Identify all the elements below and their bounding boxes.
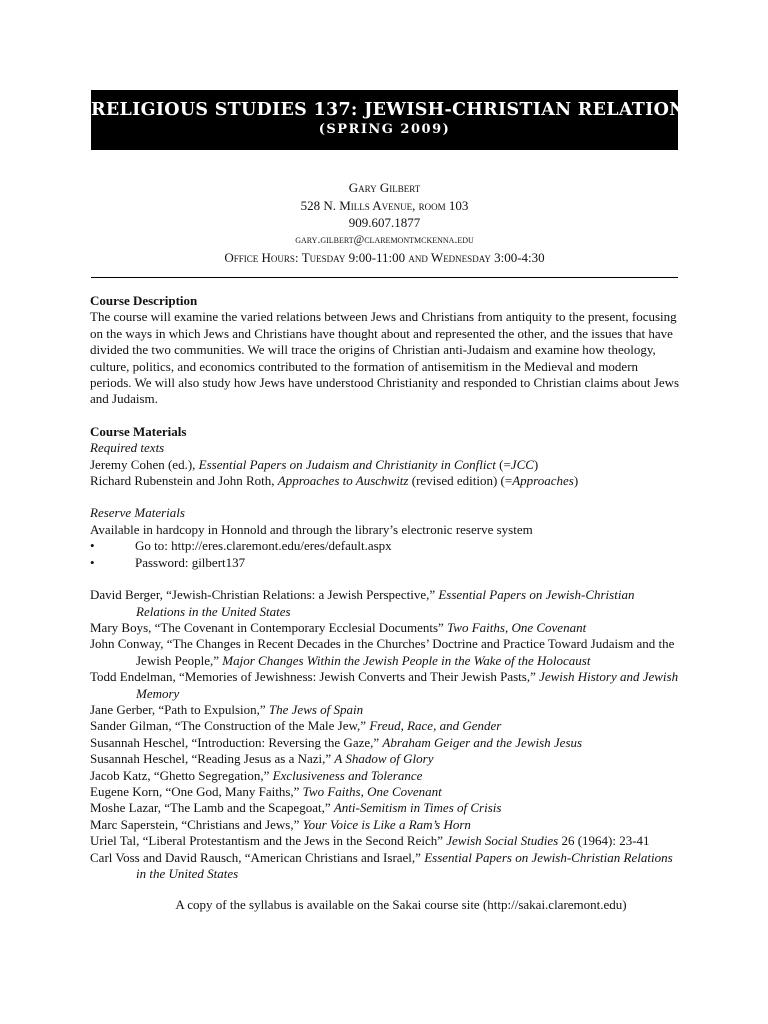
email-address: gary.gilbert@claremontmckenna.edu bbox=[295, 233, 474, 246]
reading-entry bbox=[90, 768, 682, 784]
required-text-close: ) bbox=[533, 456, 539, 472]
course-term: (SPRING 2009) bbox=[318, 122, 451, 137]
reading-entry bbox=[90, 669, 682, 702]
footer-note: A copy of the syllabus is available on the Sakai course site (http://sakai.claremont.edu) bbox=[175, 897, 627, 913]
reading-citation: David Berger, “Jewish-Christian Relations: a Jewish Perspective,” bbox=[90, 587, 439, 603]
contact-block bbox=[91, 179, 678, 267]
office-hours-label: Office Hours: bbox=[224, 250, 299, 266]
reserve-intro: Available in hardcopy in Honnold and through the library’s electronic reserve system bbox=[90, 521, 533, 537]
office-hours-value: Tuesday 9:00-11:00 and Wednesday 3:00-4:30 bbox=[301, 250, 545, 266]
course-materials-heading: Course Materials bbox=[90, 423, 187, 439]
bullet-icon: • bbox=[90, 554, 95, 570]
reading-citation: Moshe Lazar, “The Lamb and the Scapegoat,” bbox=[90, 800, 334, 816]
reading-citation: Susannah Heschel, “Introduction: Reversing the Gaze,” bbox=[90, 734, 383, 750]
reserve-bullet-text: Password: gilbert137 bbox=[135, 554, 246, 570]
reading-source: Your Voice is Like a Ram’s Horn bbox=[302, 816, 471, 832]
reading-source: Freud, Race, and Gender bbox=[369, 718, 502, 734]
reading-citation: Jacob Katz, “Ghetto Segregation,” bbox=[90, 767, 273, 783]
phone-number: 909.607.1877 bbox=[348, 215, 421, 231]
reserve-materials-label: Reserve Materials bbox=[90, 505, 185, 521]
reading-source: Essential Papers on Jewish-Christian Relations in the United States bbox=[136, 587, 635, 619]
required-text-note: (revised edition) (= bbox=[408, 473, 513, 489]
reading-entry bbox=[90, 735, 682, 751]
required-text-item bbox=[90, 473, 682, 489]
required-text-note: (= bbox=[495, 456, 511, 472]
reserve-bullet-item bbox=[90, 555, 682, 571]
reading-citation: Mary Boys, “The Covenant in Contemporary Ecclesial Documents” bbox=[90, 619, 448, 635]
title-banner bbox=[91, 90, 699, 150]
reading-source: Major Changes Within the Jewish People in the Wake of the Holocaust bbox=[222, 652, 591, 668]
reading-entry bbox=[90, 587, 682, 620]
reading-entry bbox=[90, 620, 682, 636]
reading-source: Two Faiths, One Covenant bbox=[447, 619, 587, 635]
reading-entry bbox=[90, 702, 682, 718]
reading-source: Abraham Geiger and the Jewish Jesus bbox=[382, 734, 583, 750]
required-text-author: Jeremy Cohen (ed.), bbox=[90, 456, 199, 472]
reading-citation: Eugene Korn, “One God, Many Faiths,” bbox=[90, 783, 303, 799]
required-text-abbreviation: JCC bbox=[510, 456, 534, 472]
course-title: RELIGIOUS STUDIES 137: JEWISH-CHRISTIAN RELATIONS bbox=[91, 100, 699, 120]
reserve-bullet-text: Go to: http://eres.claremont.edu/eres/default.aspx bbox=[135, 538, 392, 554]
instructor-name: Gary Gilbert bbox=[348, 180, 421, 195]
reading-source: Two Faiths, One Covenant bbox=[302, 783, 442, 799]
reading-citation: Carl Voss and David Rausch, “American Christians and Israel,” bbox=[90, 849, 425, 865]
reading-citation: Marc Saperstein, “Christians and Jews,” bbox=[90, 816, 303, 832]
reading-source: Jewish History and Jewish Memory bbox=[136, 669, 679, 701]
required-text-close: ) bbox=[573, 473, 579, 489]
reading-citation: Todd Endelman, “Memories of Jewishness: Jewish Converts and Their Jewish Pasts,” bbox=[90, 669, 540, 685]
course-description-heading: Course Description bbox=[90, 293, 198, 308]
reading-citation: Uriel Tal, “Liberal Protestantism and the Jews in the Second Reich” bbox=[90, 833, 447, 849]
required-text-abbreviation: Approaches bbox=[512, 473, 574, 489]
readings-list bbox=[90, 587, 682, 882]
reading-entry bbox=[90, 817, 682, 833]
office-hours bbox=[91, 249, 678, 267]
reading-entry bbox=[90, 833, 682, 849]
required-text-author: Richard Rubenstein and John Roth, bbox=[90, 473, 278, 489]
reading-entry bbox=[90, 718, 682, 734]
reading-entry bbox=[90, 800, 682, 816]
reading-source: Exclusiveness and Tolerance bbox=[272, 767, 423, 783]
reserve-bullet-item bbox=[90, 538, 682, 554]
required-text-title: Approaches to Auschwitz bbox=[277, 473, 409, 489]
reading-details: 26 (1964): 23-41 bbox=[558, 833, 650, 849]
office-address: 528 N. Mills Avenue, room 103 bbox=[300, 197, 469, 213]
reading-source: Anti-Semitism in Times of Crisis bbox=[333, 800, 502, 816]
reading-entry bbox=[90, 784, 682, 800]
required-texts-label: Required texts bbox=[90, 440, 165, 456]
reading-citation: Sander Gilman, “The Construction of the Male Jew,” bbox=[90, 718, 370, 734]
reserve-bullets bbox=[90, 538, 682, 571]
required-text-title: Essential Papers on Judaism and Christianity in Conflict bbox=[198, 456, 496, 472]
reading-source: Jewish Social Studies bbox=[446, 833, 559, 849]
reading-source: A Shadow of Glory bbox=[334, 751, 434, 767]
reading-citation: Jane Gerber, “Path to Expulsion,” bbox=[90, 701, 269, 717]
required-texts-list bbox=[90, 457, 682, 490]
reading-entry bbox=[90, 850, 682, 883]
bullet-icon: • bbox=[90, 538, 95, 554]
reading-source: The Jews of Spain bbox=[268, 701, 364, 717]
reading-entry bbox=[90, 751, 682, 767]
horizontal-divider bbox=[91, 277, 678, 278]
reading-citation: Susannah Heschel, “Reading Jesus as a Nazi,” bbox=[90, 751, 335, 767]
syllabus-body bbox=[90, 293, 682, 914]
reading-citation: John Conway, “The Changes in Recent Decades in the Churches’ Doctrine and Practice Toward Judaism and the Jewish People,” bbox=[90, 636, 675, 668]
reading-entry bbox=[90, 636, 682, 669]
reading-source: Essential Papers on Jewish-Christian Relations in the United States bbox=[136, 849, 673, 881]
course-description-text: The course will examine the varied relations between Jews and Christians from antiquity to the present, focusing on the ways in which Jews and Christians have thought about and represented the other, and the issues that have divided the two communities. We will trace the origins of Christian anti-Judaism and examine how theology, culture, politics, and economics contributed to the formation of antisemitism in the Medieval and modern periods. We will also study how Jews have understood Christianity and responded to Christian claims about Jews and Judaism. bbox=[90, 309, 680, 407]
required-text-item bbox=[90, 457, 682, 473]
